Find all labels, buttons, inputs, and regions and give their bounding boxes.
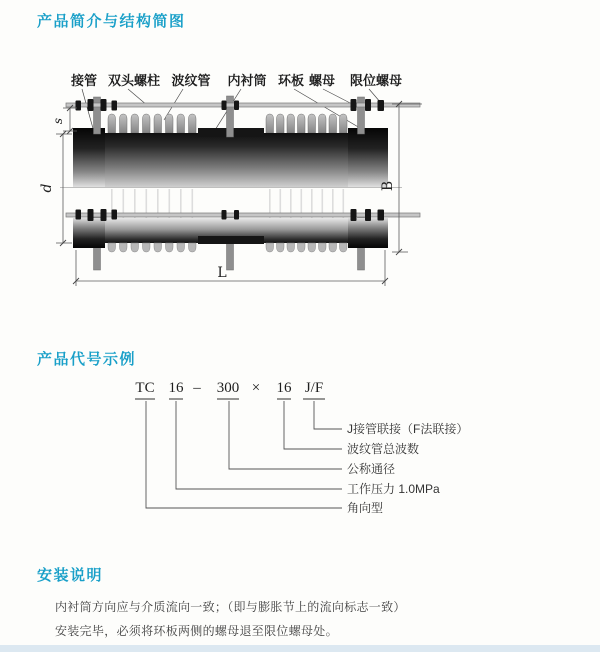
section-title-code: 产品代号示例 <box>37 351 137 368</box>
code-seg-pressure: 16 <box>168 380 184 396</box>
part-label-pipe: 接管 <box>70 73 98 88</box>
part-label-bellows: 波纹管 <box>171 73 211 88</box>
section-title-install: 安装说明 <box>37 567 104 584</box>
code-seg-times: × <box>251 380 261 396</box>
part-label-limit-nut: 限位螺母 <box>349 73 403 88</box>
code-segments <box>135 380 323 396</box>
dim-label-d: d <box>39 183 55 193</box>
part-label-liner: 内衬筒 <box>227 73 267 88</box>
code-seg-conn: J/F <box>304 380 324 396</box>
code-seg-dash: – <box>193 380 201 396</box>
callout-dn: 公称通径 <box>347 462 396 476</box>
dim-label-s: s <box>51 117 65 125</box>
code-seg-type: TC <box>135 380 155 396</box>
part-labels <box>70 73 402 88</box>
pipe-flange-right-upper <box>348 128 388 187</box>
callout-type: 角向型 <box>347 501 384 515</box>
dimension-d <box>39 131 72 246</box>
section-title-intro: 产品简介与结构简图 <box>37 13 186 30</box>
part-label-nut: 螺母 <box>308 73 336 88</box>
code-seg-dn: 300 <box>216 380 240 396</box>
dim-label-L: L <box>217 265 227 281</box>
liner-band-lower <box>198 236 264 244</box>
footer-strip <box>0 645 600 652</box>
callout-connection: J接管联接（F法联接） <box>347 422 469 436</box>
install-line-1: 内衬筒方向应与介质流向一致；（即与膨胀节上的流向标志一致） <box>55 600 406 614</box>
part-label-stud: 双头螺柱 <box>107 73 161 88</box>
pipe-flange-left-lower <box>73 218 105 248</box>
code-seg-waves: 16 <box>276 380 292 396</box>
dim-label-B: B <box>380 180 396 192</box>
callout-waves: 波纹管总波数 <box>347 442 420 456</box>
product-code-diagram <box>0 340 600 540</box>
pipe-flange-left-upper <box>73 128 105 187</box>
structure-diagram <box>0 0 600 300</box>
code-callouts <box>347 421 468 515</box>
callout-pressure: 工作压力 1.0MPa <box>347 482 440 496</box>
part-label-ring-plate: 环板 <box>277 73 305 88</box>
install-line-2: 安装完毕，必须将环板两侧的螺母退至限位螺母处。 <box>55 624 338 638</box>
pipe-flange-right-lower <box>348 218 388 248</box>
code-connectors <box>146 401 342 508</box>
